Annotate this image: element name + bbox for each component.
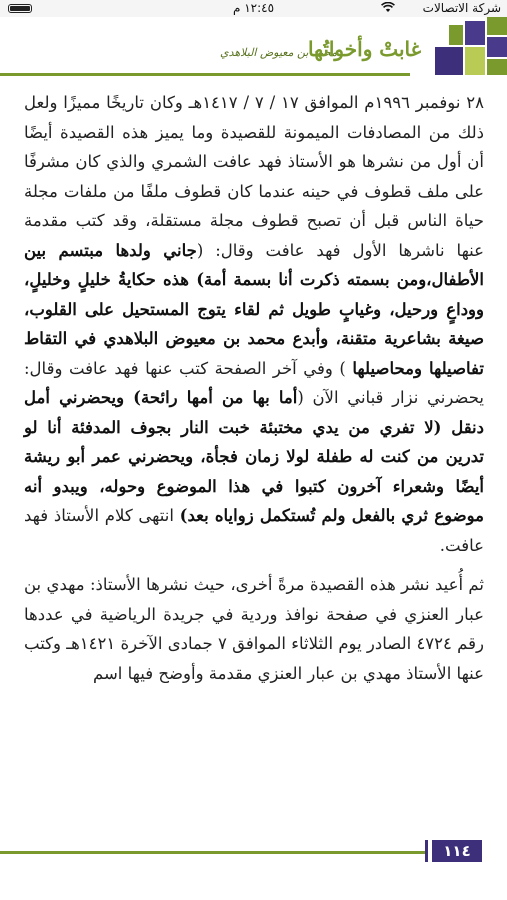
page-footer xyxy=(0,834,507,874)
page-number: ١١٤ xyxy=(432,840,482,862)
text-run: ٢٨ نوفمبر ١٩٩٦م الموافق ١٧ / ٧ / ١٤١٧هـ وكان تاريخًا مميزًا ولعل ذلك من المصادفات الميمونة للقصيدة وما يميز هذه القصيدة أيضًا أن أول من نشرها هو الأستاذ فهد عافت الشمري والذي كان مشرفًا على ملف قطوف في حينه عندما كان قطوف ملفًا من ملفات مجلة حياة الناس قبل أن تصبح قطوف مجلة مستقلة، وقد كتب مقدمة عنها ناشرها الأول فهد عافت وقال: ( xyxy=(24,93,485,260)
carrier-name: شركة الاتصالات xyxy=(422,1,501,15)
wifi-icon xyxy=(381,2,395,13)
footer-rule xyxy=(0,851,425,854)
paragraph-2: ثم أُعيد نشر هذه القصيدة مرةً أخرى، حيث نشرها الأستاذ: مهدي بن عبار العنزي في صفحة نوافذ وردية في جريدة الرياضية في عددها رقم ٤٧٢٤ الصادر يوم الثلاثاء الموافق ٧ جمادى الآخرة ١٤٢١هـ وكتب عنها الأستاذ مهدي بن عبار العنزي مقدمة وأوضح فيها اسم xyxy=(24,575,484,683)
header-rule xyxy=(0,73,410,76)
text-run: انتهى كلام الأستاذ فهد عافت. xyxy=(24,506,484,555)
book-title: غابتْ وأخواتُها xyxy=(308,37,422,61)
quote-bold: أما بها من أمها رائحة) ويحضرني أمل دنقل (لا تفري من يدي مختبئة خبت النار بجوف المدفئة أنا لو تدرين من كنت له طفلة لولا زمان فجأة، ويحضرني عمر أبو ريشة أيضًا وشعراء آخرون كتبوا في هذا الموضوع وحوله، ويبدو أنه موضوع ثري بالفعل ولم تُستكمل زواياه بعد) xyxy=(24,388,484,525)
logo-icon xyxy=(427,17,507,77)
status-bar xyxy=(0,0,507,17)
author-name: محمد بن معيوض البلاهدي xyxy=(220,46,338,59)
page-body xyxy=(24,88,484,688)
status-time: ١٢:٤٥ م xyxy=(232,1,275,15)
text-run: ) وفي آخر الصفحة كتب عنها فهد عافت وقال: يحضرني نزار قباني الآن ( xyxy=(24,358,484,407)
paragraph-1 xyxy=(24,88,484,560)
page-header xyxy=(0,17,507,77)
quote-bold: جاني ولدها مبتسم بين الأطفال،ومن بسمته ذكرت أنا بسمة أمة) هذه حكايةُ خليلٍ وخليلٍ، ووداعٍ ورحيل، وغيابٍ طويل ثم لقاء يتوج المستحيل على القلوب، صيغة بشاعرية متقنة، وأبدع محمد بن معيوض البلاهدي في التقاط تفاصيلها ومحاصيلها xyxy=(24,240,484,378)
